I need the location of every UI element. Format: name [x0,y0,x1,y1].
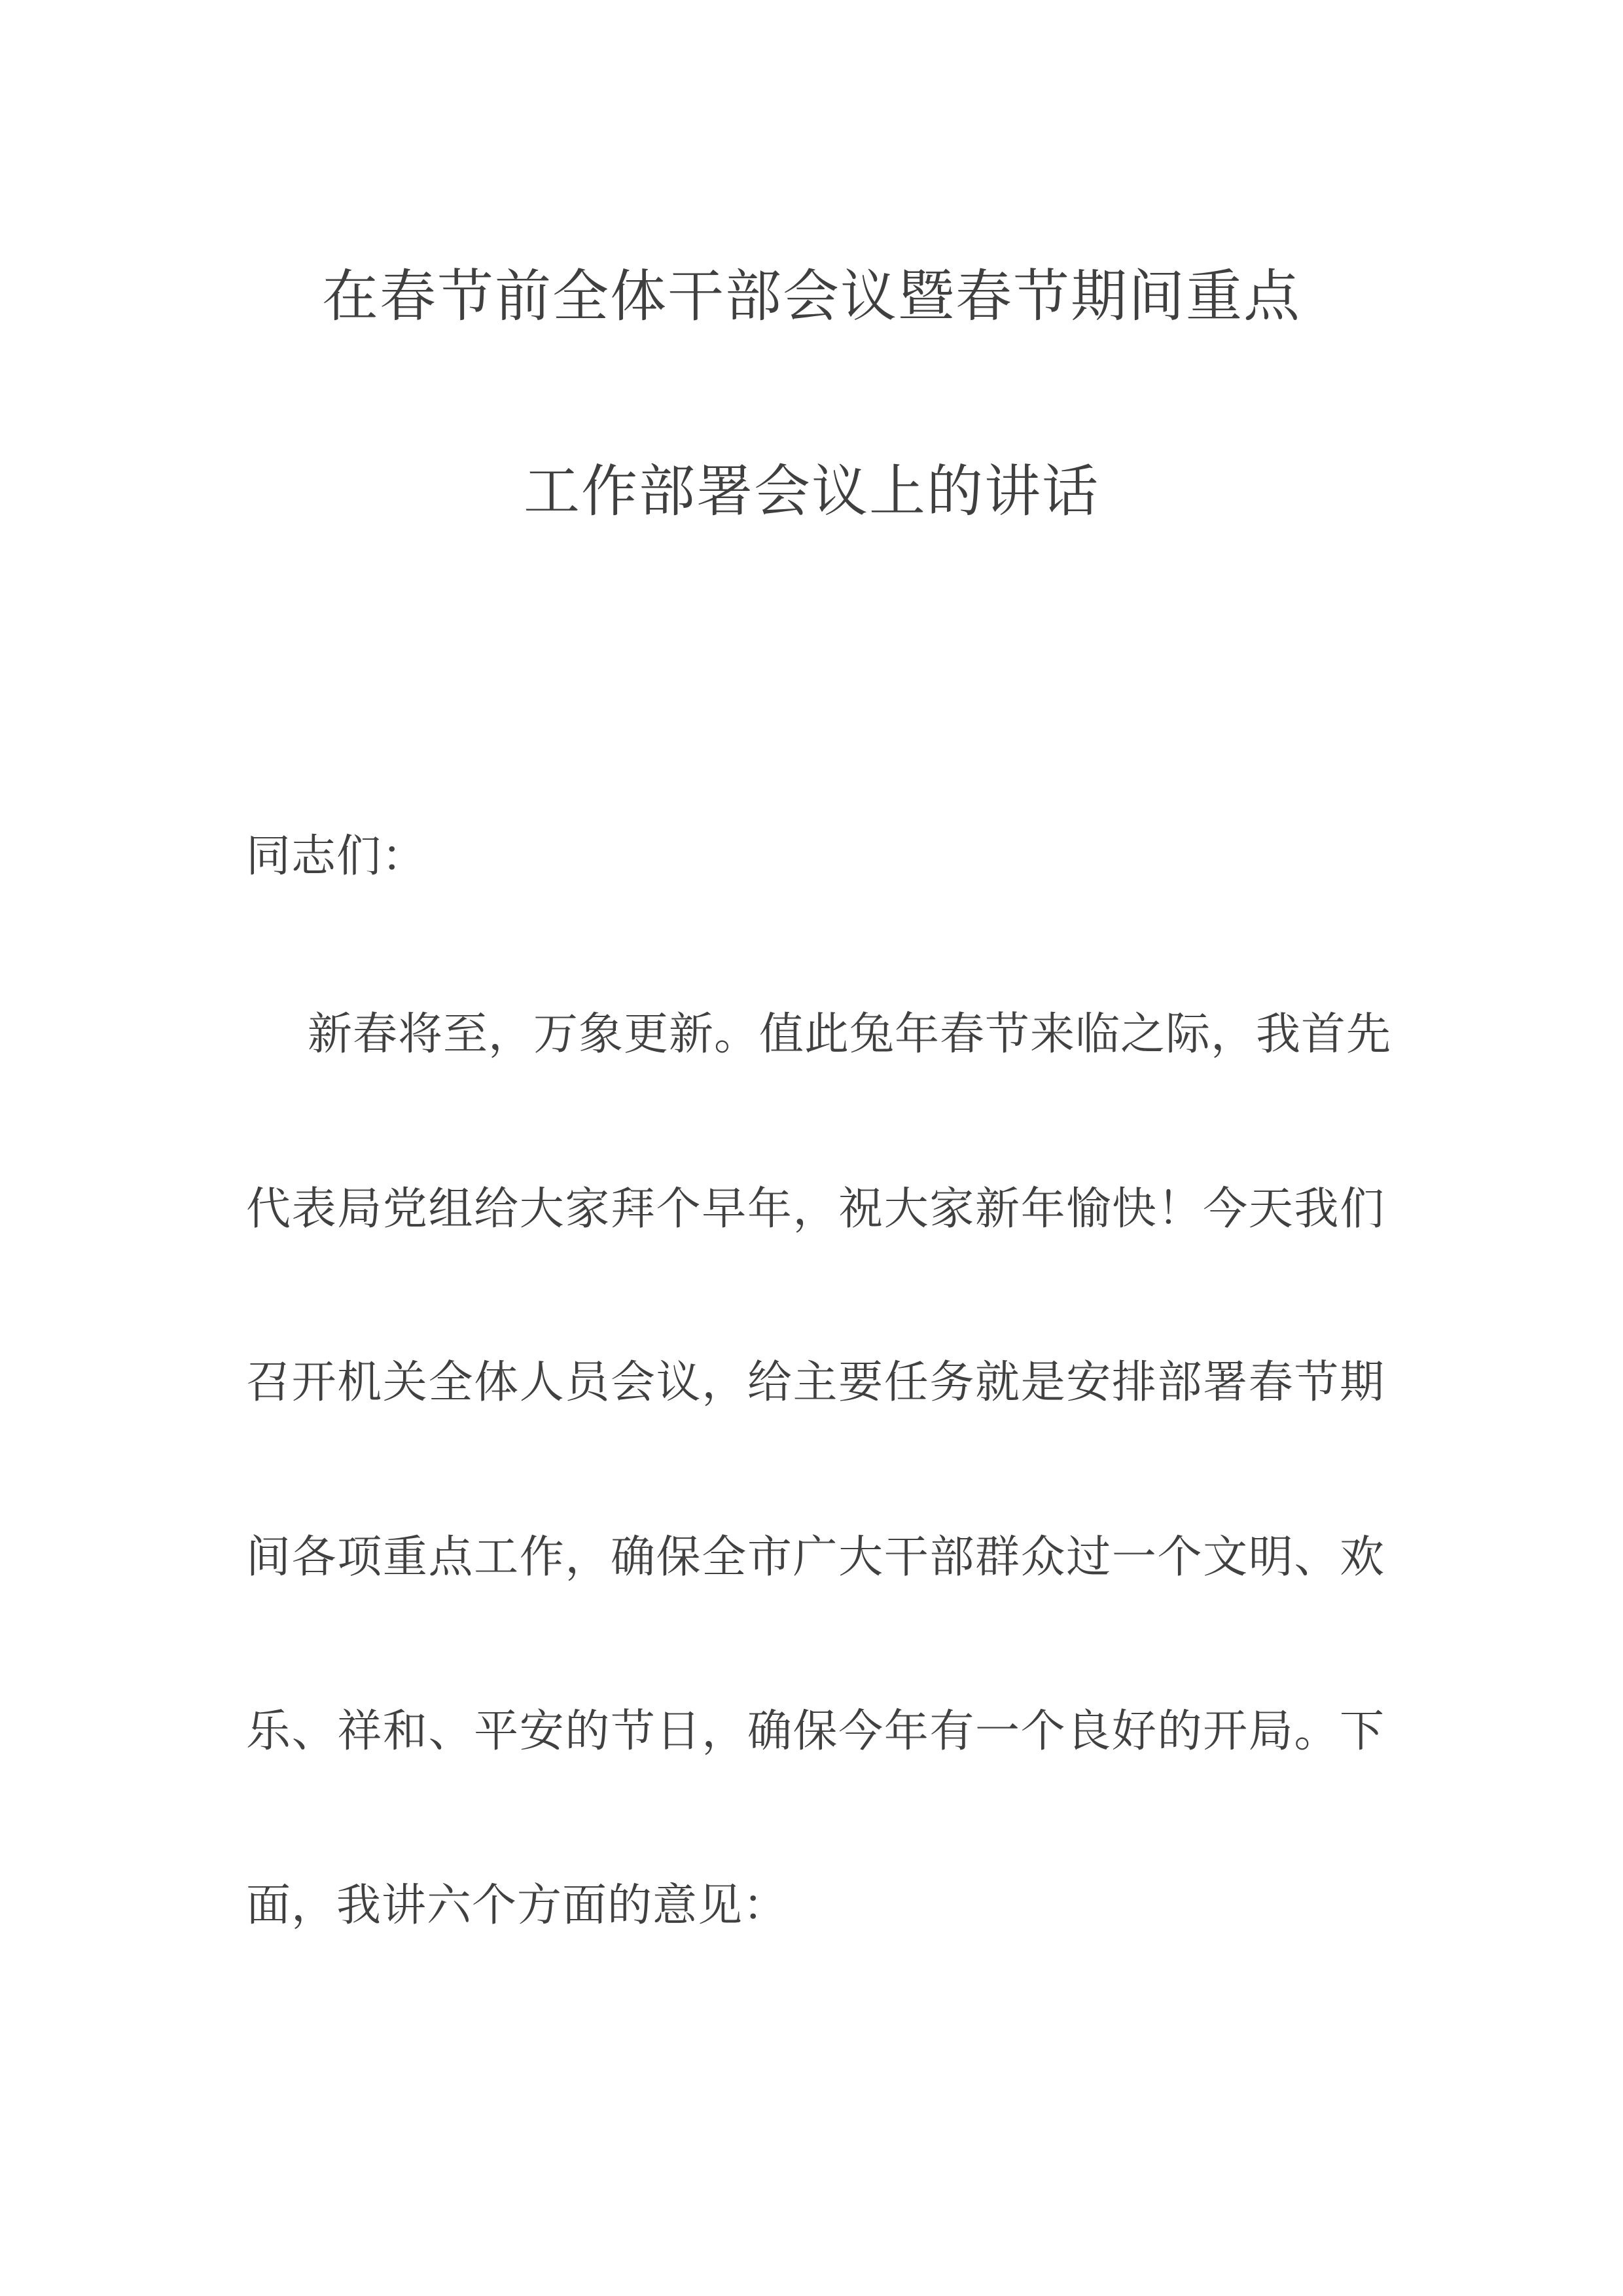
paragraph-line-1: 新春将至，万象更新。值此兔年春节来临之际，我首先 [308,1009,1392,1060]
paragraph-line-3: 召开机关全体人员会议，给主要任务就是安排部署春节期 [246,1357,1385,1408]
salutation: 同志们： [246,831,427,882]
paragraph-line-2: 代表局党组给大家拜个早年，祝大家新年愉快！今天我们 [246,1183,1385,1235]
paragraph-line-4: 间各项重点工作，确保全市广大干部群众过一个文明、欢 [246,1532,1385,1583]
document-title-line-2: 工作部署会议上的讲话 [524,459,1099,524]
paragraph-line-6: 面，我讲六个方面的意见： [246,1880,789,1931]
paragraph-line-5: 乐、祥和、平安的节日，确保今年有一个良好的开局。下 [246,1706,1385,1757]
document-title-line-1: 在春节前全体干部会议暨春节期间重点 [322,264,1301,329]
